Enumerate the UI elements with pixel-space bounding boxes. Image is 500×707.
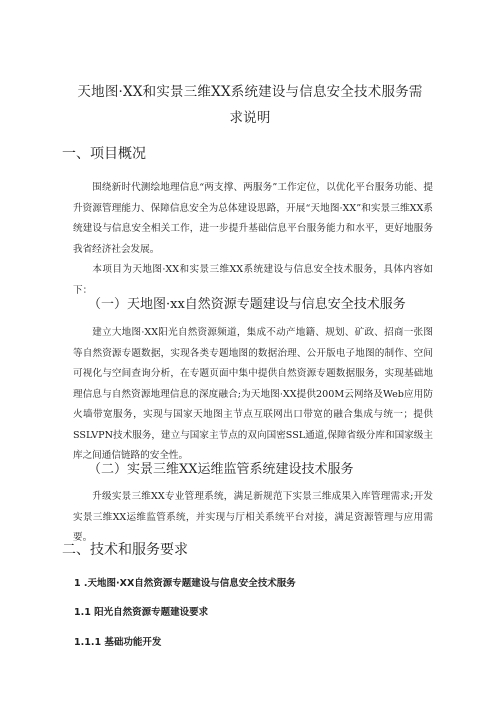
subsection1-heading: （一）天地图·xx自然资源专题建设与信息安全技术服务 (88, 297, 406, 312)
document-title-line2: 求说明 (229, 110, 271, 126)
document-title-line1: 天地图·XX和实景三维XX系统建设与信息安全技术服务需 (77, 84, 423, 100)
section2-heading: 二、技术和服务要求 (62, 542, 188, 558)
section2-item1-1: 1.1 阳光自然资源专题建设要求 (74, 607, 209, 618)
subsection2-heading: （二）实景三维XX运维监管系统建设技术服务 (88, 462, 354, 477)
section1-paragraph1: 围绕新时代测绘地理信息“两支撑、两服务”工作定位，以优化平台服务功能、提升资源管理能力、保障信息安全为总体建设思路，开展“天地图·XX”和实景三维XX系统建设与信息安全相关工作，进一步提升基础信息平台服务能力和水平，更好地服务我省经济社会发展。 (73, 182, 433, 255)
section2-item1-1-1: 1.1.1 基础功能开发 (74, 637, 162, 648)
subsection2-paragraph: 升级实景三维XX专业管理系统，满足新规范下实景三维成果入库管理需求;开发实景三维XX运维监管系统，并实现与厅相关系统平台对接，满足资源管理与应用需要。 (73, 491, 433, 543)
section1-paragraph2: 本项目为天地图·XX和实景三维XX系统建设与信息安全技术服务，具体内容如下： (73, 264, 433, 296)
section1-heading: 一、项目概况 (62, 146, 146, 162)
section2-item1: 1 .天地图·XX自然资源专题建设与信息安全技术服务 (74, 578, 296, 589)
subsection1-paragraph: 建立大地图·XX阳光自然资源频道，集成不动产地籍、规划、矿政、招商一张图等自然资源专题数据，实现各类专题地图的数据治理、公开版电子地图的制作、空间可视化与空间查询分析，在专题页面中集中提供自然资源专题数据服务，实现基础地理信息与自然资源地理信息的深度融合;为天地图·XX提供200M云网络及Web应用防火墙带宽服务，实现与国家天地图主节点互联网出口带宽的融合集成与统一；提供SSLVPN技术服务，建立与国家主节点的双向国密SSL通道,保障省级分库和国家级主库之间通信链路的安全性。 (73, 327, 433, 461)
